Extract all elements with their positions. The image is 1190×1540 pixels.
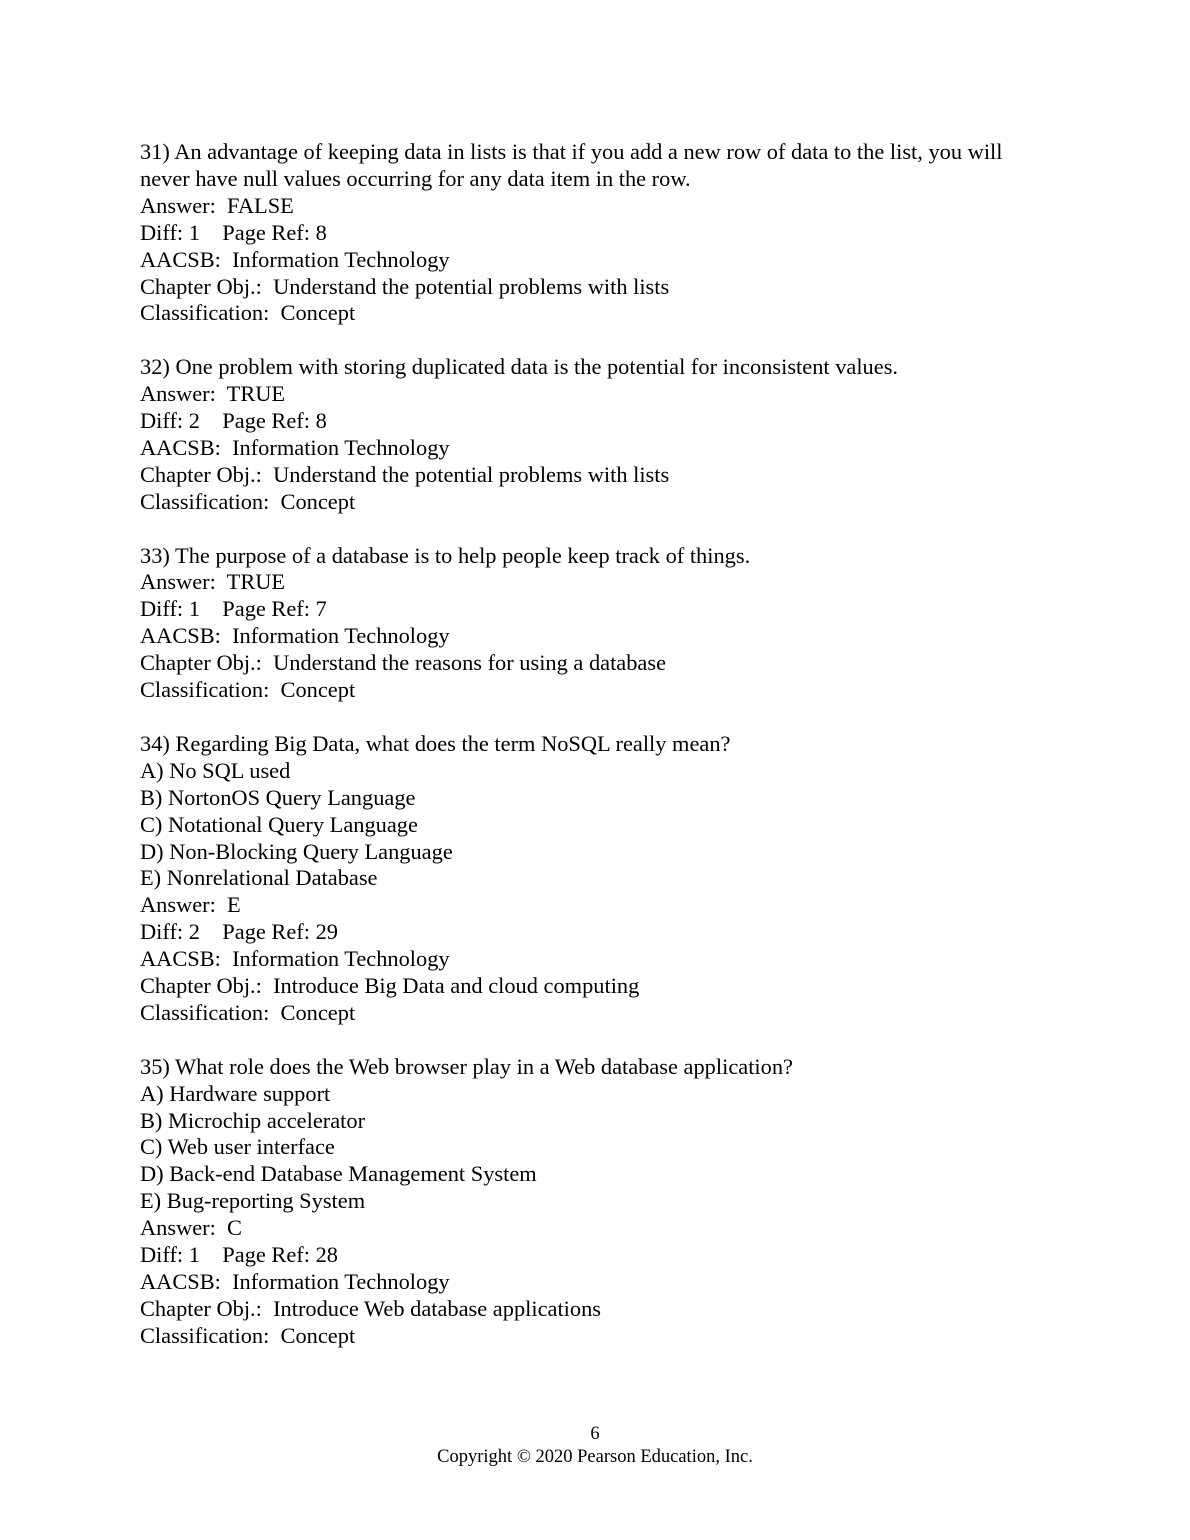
- answer-line: Answer: E: [140, 892, 241, 918]
- answer-line: Answer: TRUE: [140, 569, 286, 595]
- question-33: [140, 543, 1060, 704]
- copyright-notice: Copyright © 2020 Pearson Education, Inc.: [437, 1447, 753, 1467]
- chapter-objective: Chapter Obj.: Understand the reasons for using a database: [140, 650, 667, 676]
- option-b: B) NortonOS Query Language: [140, 784, 416, 810]
- option-d: D) Back-end Database Management System: [140, 1161, 537, 1187]
- question-34: [140, 731, 1060, 1027]
- question-list: [140, 139, 1060, 1377]
- aacsb-line: AACSB: Information Technology: [140, 434, 450, 460]
- difficulty-page-ref: Diff: 1 Page Ref: 28: [140, 1242, 338, 1268]
- chapter-objective: Chapter Obj.: Introduce Big Data and cloud computing: [140, 973, 640, 999]
- classification-line: Classification: Concept: [140, 999, 356, 1025]
- difficulty-page-ref: Diff: 2 Page Ref: 29: [140, 919, 338, 945]
- question-stem: 32) One problem with storing duplicated data is the potential for inconsistent values.: [140, 354, 899, 380]
- aacsb-line: AACSB: Information Technology: [140, 246, 450, 272]
- option-d: D) Non-Blocking Query Language: [140, 838, 453, 864]
- question-stem: 31) An advantage of keeping data in lists is that if you add a new row of data to the list, you will never have null values occurring for any data item in the row.: [140, 139, 1009, 191]
- question-stem: 34) Regarding Big Data, what does the term NoSQL really mean?: [140, 730, 731, 756]
- classification-line: Classification: Concept: [140, 300, 356, 326]
- chapter-objective: Chapter Obj.: Introduce Web database applications: [140, 1295, 601, 1321]
- aacsb-line: AACSB: Information Technology: [140, 1269, 450, 1294]
- aacsb-line: AACSB: Information Technology: [140, 946, 450, 972]
- question-32: [140, 354, 1060, 515]
- option-e: E) Nonrelational Database: [140, 865, 378, 891]
- classification-line: Classification: Concept: [140, 488, 356, 514]
- question-stem: 33) The purpose of a database is to help people keep track of things.: [140, 542, 751, 568]
- difficulty-page-ref: Diff: 2 Page Ref: 8: [140, 408, 327, 434]
- aacsb-line: AACSB: Information Technology: [140, 623, 450, 649]
- difficulty-page-ref: Diff: 1 Page Ref: 8: [140, 219, 327, 245]
- question-35: [140, 1054, 1060, 1350]
- option-e: E) Bug-reporting System: [140, 1188, 366, 1214]
- option-a: A) Hardware support: [140, 1080, 331, 1106]
- option-c: C) Notational Query Language: [140, 811, 418, 837]
- chapter-objective: Chapter Obj.: Understand the potential problems with lists: [140, 461, 670, 487]
- question-stem: 35) What role does the Web browser play in a Web database application?: [140, 1053, 793, 1079]
- difficulty-page-ref: Diff: 1 Page Ref: 7: [140, 596, 327, 622]
- page-number: 6: [590, 1424, 600, 1444]
- classification-line: Classification: Concept: [140, 677, 356, 703]
- classification-line: Classification: Concept: [140, 1322, 356, 1348]
- chapter-objective: Chapter Obj.: Understand the potential problems with lists: [140, 273, 670, 299]
- option-c: C) Web user interface: [140, 1134, 335, 1160]
- answer-line: Answer: FALSE: [140, 192, 294, 218]
- question-31: [140, 139, 1060, 327]
- answer-line: Answer: C: [140, 1215, 242, 1241]
- option-b: B) Microchip accelerator: [140, 1107, 366, 1133]
- answer-line: Answer: TRUE: [140, 381, 286, 407]
- option-a: A) No SQL used: [140, 757, 291, 783]
